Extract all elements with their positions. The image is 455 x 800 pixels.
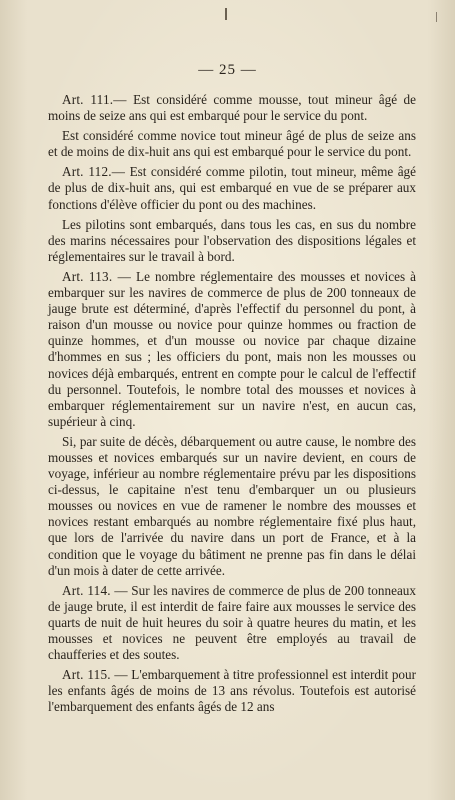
paragraph-art-113 — [48, 269, 416, 430]
paragraph-art-111 — [48, 92, 416, 124]
edge-mark — [436, 12, 437, 22]
article-label: Art. 115. — — [62, 667, 128, 683]
article-label: Art. 114. — — [62, 582, 128, 598]
article-label: Art. 111.— — [62, 92, 127, 107]
page-number: — 25 — — [198, 62, 257, 78]
paragraph-novice — [48, 128, 416, 160]
paragraph-pilotins — [48, 217, 416, 265]
paragraph-text: L'embarquement à titre professionnel est interdit pour les enfants âgés de moins de 13 ans révolus. Toutefois est autorisé l'embarquement des enfants âgés de 12 ans — [48, 667, 416, 715]
body-text — [48, 92, 416, 719]
paragraph-art-114 — [48, 583, 416, 663]
paragraph-deces — [48, 434, 416, 579]
top-tick-mark — [225, 8, 227, 20]
paragraph-text: Si, par suite de décès, débarquement ou autre cause, le nombre des mousses et novices embarqués sur un navire devient, en cours de voyage, inférieur au nombre réglementaire prévu par les dispositions ci-dessus, le capitaine n'est tenu d'embarquer un ou plusieurs mousses ou novices en vue de ramener le nombre des mousses et novices restant embarqués au nombre réglementaire fixé plus haut, que lors de l'arrivée du navire dans un port de France, et à la condition que le voyage du bâtiment ne prenne pas fin dans le délai d'un mois à dater de cette arrivée. — [48, 433, 416, 578]
paragraph-text: Le nombre réglementaire des mousses et novices à embarquer sur les navires de commerce de plus de 200 tonneaux de jauge brute est déterminé, d'après l'effectif du personnel du pont, à raison d'un mousse ou novice pour quinze hommes ou fraction de quinze hommes, et d'un mousse ou novice par chaque dizaine d'hommes en sus ; les officiers du pont, mais non les mousses ou novices déjà embarqués, entrent en compte pour le calcul de l'effectif du personnel. Toutefois, le nombre total des mousses et novices à embarquer réglementairement sur un navire n'est, en aucun cas, supérieur à cinq. — [48, 268, 416, 429]
paragraph-text: Est considéré comme novice tout mineur âgé de plus de seize ans et de moins de dix-huit ans qui est embarqué pour le service du pont. — [48, 128, 416, 160]
article-label: Art. 113. — — [62, 268, 131, 284]
paragraph-text: Sur les navires de commerce de plus de 200 tonneaux de jauge brute, il est interdit de faire faire aux mousses le service des quarts de nuit de huit heures du soir à quatre heures du matin, et les mousses et novices ne peuvent être employés au travail de chaufferies et des soutes. — [48, 582, 416, 663]
paragraph-art-112 — [48, 164, 416, 212]
paragraph-text: Les pilotins sont embarqués, dans tous les cas, en sus du nombre des marins nécessaires pour l'observation des dispositions légales et réglementaires sur le travail à bord. — [48, 216, 416, 264]
article-label: Art. 112.— — [62, 164, 126, 180]
paragraph-art-115 — [48, 667, 416, 715]
paragraph-text: Est considéré comme pilotin, tout mineur, même âgé de plus de dix-huit ans, qui est embarqué en vue de se préparer aux fonctions d'élève officier du pont ou des machines. — [48, 164, 416, 212]
paragraph-text: Est considéré comme mousse, tout mineur âgé de moins de seize ans qui est embarqué pour le service du pont. — [48, 92, 416, 124]
